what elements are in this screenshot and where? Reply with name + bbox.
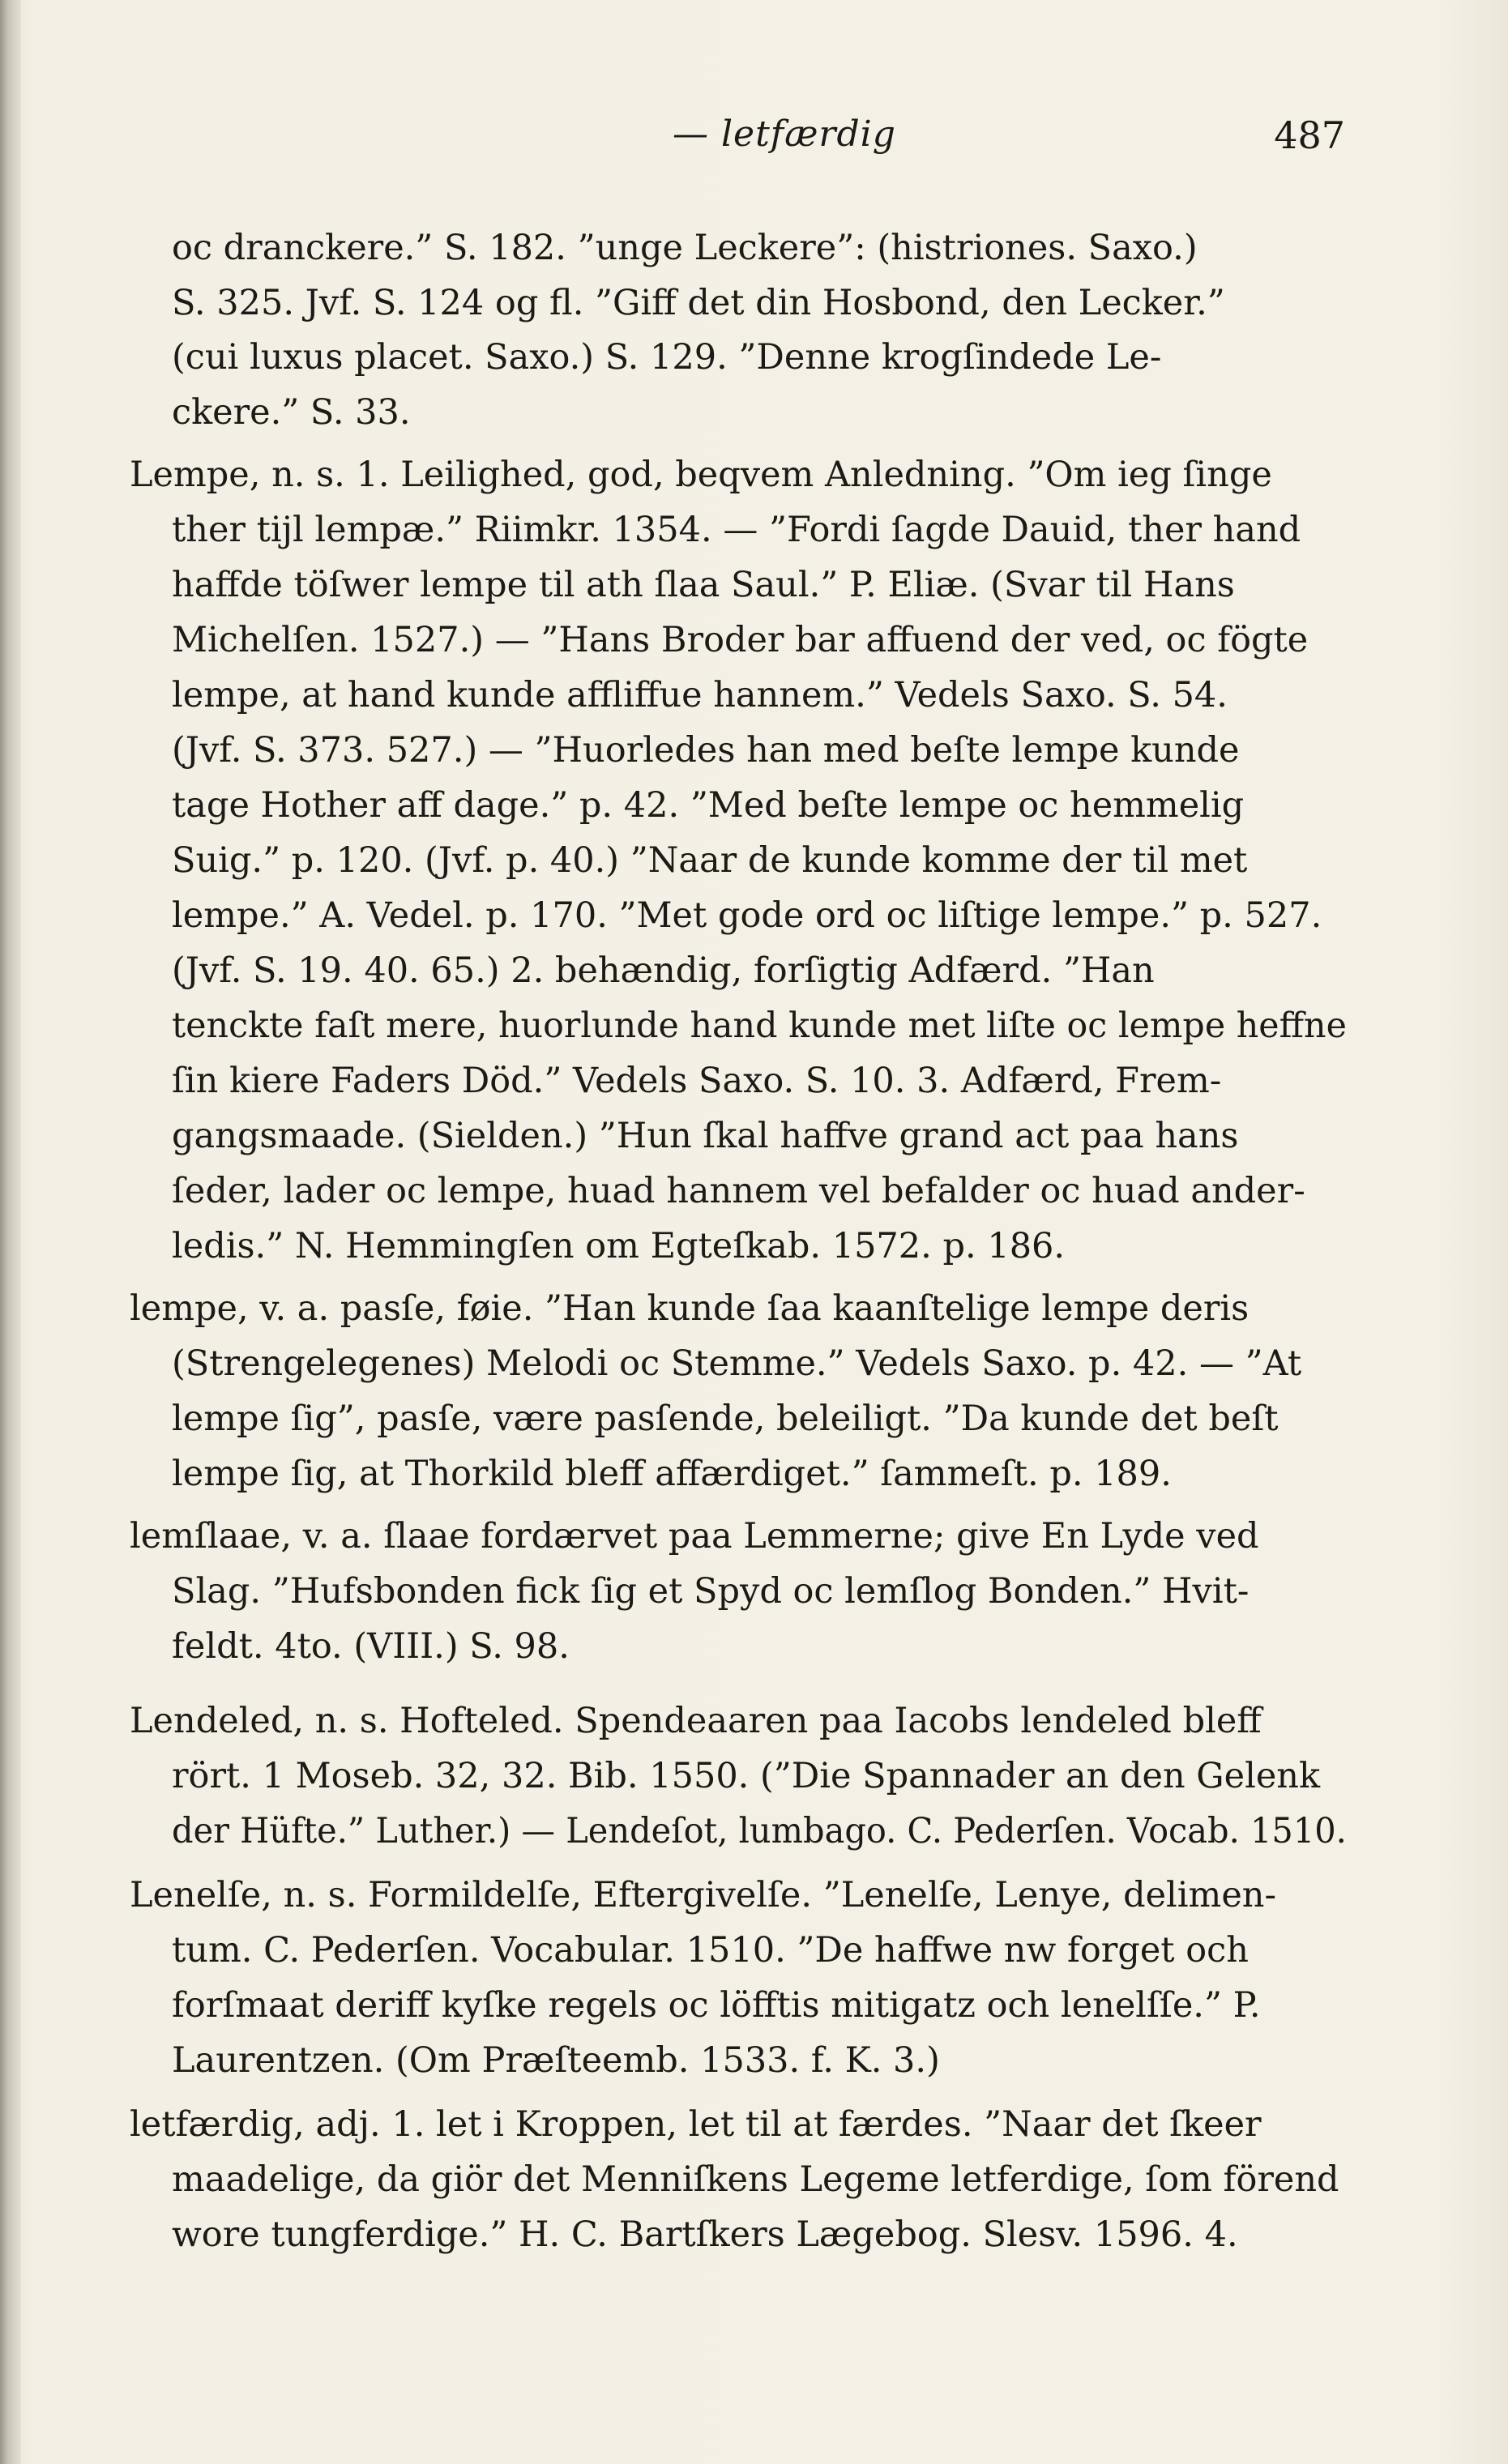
text-line: Slag. ”Hufsbonden fick ſig et Spyd oc lemſlog Bonden.” Hvit- (172, 1571, 1250, 1612)
text-line: Suig.” p. 120. (Jvf. p. 40.) ”Naar de kunde komme der til met (172, 840, 1248, 881)
text-line: tage Hother aff dage.” p. 42. ”Med beſte lempe oc hemmelig (172, 785, 1245, 826)
entry-line: Lendeled, n. s. Hofteled. Spendeaaren paa Iacobs lendeled bleff (130, 1701, 1262, 1741)
text-line: ledis.” N. Hemmingſen om Egteſkab. 1572. p. 186. (172, 1226, 1066, 1266)
text-line: oc dranckere.” S. 182. ”unge Leckere”: (histriones. Saxo.) (172, 228, 1198, 268)
text-line: rört. 1 Moseb. 32, 32. Bib. 1550. (”Die Spannader an den Gelenk (172, 1756, 1321, 1796)
text-line: tum. C. Pederſen. Vocabular. 1510. ”De haffwe nw forget och (172, 1930, 1249, 1971)
page-number: 487 (1274, 113, 1345, 157)
entry-line: Lenelſe, n. s. Formildelſe, Eftergivelſe. ”Lenelſe, Lenye, delimen- (130, 1875, 1276, 1915)
text-line: ſin kiere Faders Död.” Vedels Saxo. S. 10. 3. Adfærd, Frem- (172, 1061, 1222, 1101)
text-line: Laurentzen. (Om Præſteemb. 1533. f. K. 3.) (172, 2040, 940, 2081)
text-line: gangsmaade. (Sielden.) ”Hun ſkal haffve grand act paa hans (172, 1116, 1239, 1156)
text-line: wore tungferdige.” H. C. Bartſkers Lægebog. Slesv. 1596. 4. (172, 2214, 1238, 2255)
text-line: Michelſen. 1527.) — ”Hans Broder bar affuend der ved, oc fögte (172, 620, 1309, 660)
text-line: maadelige, da giör det Menniſkens Legeme letferdige, ſom förend (172, 2159, 1339, 2200)
text-line: der Hüfte.” Luther.) — Lendeſot, lumbago. C. Pederſen. Vocab. 1510. (172, 1811, 1347, 1851)
text-line: (Strengelegenes) Melodi oc Stemme.” Vedels Saxo. p. 42. — ”At (172, 1343, 1302, 1384)
text-line: lempe, at hand kunde affliffue hannem.” Vedels Saxo. S. 54. (172, 675, 1228, 715)
entry-line: lempe, v. a. pasſe, føie. ”Han kunde ſaa kaanſtelige lempe deris (130, 1288, 1250, 1329)
text-line: lempe.” A. Vedel. p. 170. ”Met gode ord oc liſtige lempe.” p. 527. (172, 895, 1322, 936)
text-line: forſmaat deriff kyſke regels oc löfftis mitigatz och lenelſſe.” P. (172, 1985, 1261, 2026)
text-line: (Jvf. S. 373. 527.) — ”Huorledes han med beſte lempe kunde (172, 730, 1240, 771)
text-line: ſeder, lader oc lempe, huad hannem vel befalder oc huad ander- (172, 1171, 1305, 1211)
entry-line: lemſlaae, v. a. ſlaae fordærvet paa Lemmerne; give En Lyde ved (130, 1516, 1259, 1557)
text-line: (Jvf. S. 19. 40. 65.) 2. behændig, forſigtig Adfærd. ”Han (172, 950, 1155, 991)
text-line: tenckte faſt mere, huorlunde hand kunde met liſte oc lempe heffne (172, 1006, 1347, 1046)
text-line: lempe ſig”, pasſe, være pasſende, beleiligt. ”Da kunde det beſt (172, 1399, 1279, 1439)
text-line: S. 325. Jvf. S. 124 og fl. ”Giff det din Hosbond, den Lecker.” (172, 283, 1225, 323)
text-line: haffde töſwer lempe til ath ſlaa Saul.” P. Eliæ. (Svar til Hans (172, 565, 1235, 605)
page-header (170, 113, 1345, 162)
text-line: (cui luxus placet. Saxo.) S. 129. ”Denne krogſindede Le- (172, 337, 1162, 378)
text-line: lempe ſig, at Thorkild bleff affærdiget.” ſammeſt. p. 189. (172, 1454, 1172, 1494)
text-line: ther tijl lempæ.” Riimkr. 1354. — ”Fordi ſagde Dauid, ther hand (172, 510, 1301, 550)
text-line: ckere.” S. 33. (172, 392, 411, 433)
entry-line: letfærdig, adj. 1. let i Kroppen, let til at færdes. ”Naar det ſkeer (130, 2104, 1262, 2145)
entry-line: Lempe, n. s. 1. Leilighed, god, beqvem Anledning. ”Om ieg ſinge (130, 455, 1272, 495)
text-line: feldt. 4to. (VIII.) S. 98. (172, 1626, 570, 1667)
running-head: — letfærdig (673, 113, 896, 155)
book-spine (0, 0, 21, 2464)
